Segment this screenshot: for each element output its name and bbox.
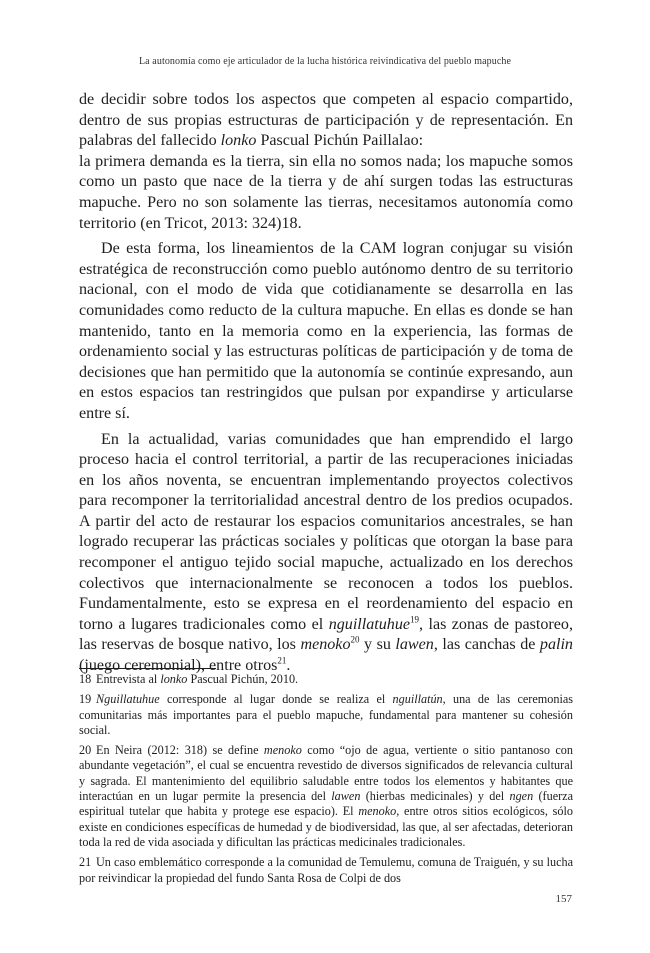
footnote-ref-21[interactable]: 21 bbox=[277, 655, 287, 666]
paragraph-2: De esta forma, los lineamientos de la CAM logran conjugar su visión estratégica de reconstrucción como pueblo autónomo dentro de su territorio nacional, con el modo de vida que cotidianamente se desarrolla en las comunidades como reducto de la cultura mapuche. En ellas es donde se han mantenido, tanto en la memoria como en la experiencia, las formas de ordenamiento social y las estructuras políticas de participación y de toma de decisiones que han permitido que la autonomía se continúe expresando, aun en estos espacios tan restringidos que pulsan por expandirse y articularse entre sí. bbox=[79, 240, 573, 422]
footnote-19: 19 Nguillatuhue corresponde al lugar donde se realiza el nguillatún, una de las ceremonias comunitarias más importantes para el pueblo mapuche, fundamental para mantener su cohesión social. bbox=[79, 692, 573, 737]
main-text bbox=[79, 90, 573, 677]
footnote-18: 18 Entrevista al lonko Pascual Pichún, 2010. bbox=[79, 672, 299, 686]
footnotes bbox=[79, 672, 573, 891]
block-quote: la primera demanda es la tierra, sin ella no somos nada; los mapuche somos como un pasto que nace de la tierra y de ahí surgen todas las estructuras mapuche. Pero no son solamente las tierras, necesitamos autonomía como territorio (en Tricot, 2013: 324)18. bbox=[79, 152, 573, 232]
footnote-ref-19[interactable]: 19 bbox=[410, 614, 420, 625]
paragraph-3: En la actualidad, varias comunidades que han emprendido el largo proceso hacia el control territorial, a partir de las recuperaciones iniciadas en los años noventa, se encuentran implementando proyectos colectivos para recomponer la territorialidad ancestral dentro de los predios ocupados. A partir del acto de restaurar los espacios comunitarios ancestrales, se han logrado recuperar las prácticas sociales y políticas que otorgan la base para recomponer el antiguo tejido social mapuche, actualizado en los derechos colectivos que internacionalmente se reconocen a todos los pueblos. Fundamentalmente, esto se expresa en el reordenamiento del espacio en torno a lugares tradicionales como el nguillatuhue$^{19}$, las zonas de pastoreo, las reservas de bosque nativo, los menoko$^{20}$ y su lawen, las canchas de palin (juego ceremonial), entre otros$^{21}$. bbox=[79, 430, 573, 675]
paragraph-1: de decidir sobre todos los aspectos que competen al espacio compartido, dentro de sus propias estructuras de participación y de representación. En palabras del fallecido lonko Pascual Pichún Paillalao: bbox=[79, 91, 573, 150]
footnote-ref-20[interactable]: 20 bbox=[350, 635, 360, 646]
running-header: La autonomía como eje articulador de la lucha histórica reivindicativa del pueblo mapuche bbox=[138, 56, 512, 67]
footnote-20: 20 En Neira (2012: 318) se define menoko como “ojo de agua, vertiente o sitio pantanoso con abundante vegetación”, el cual se encuentra revestido de diversos significados de relevancia cultural y sagrada. El mantenimiento del equilibrio saludable entre todos los elementos y habitantes que interactúan en un lugar permite la presencia del lawen (hierbas medicinales) y del ngen (fuerza espiritual tutelar que habita y protege ese espacio). El menoko, entre otros sitios ecológicos, sólo existe en condiciones específicas de humedad y de biodiversidad, las que, al ser afectadas, deterioran toda la red de vida asociada y dificultan las prácticas medicinales tradicionales. bbox=[79, 743, 573, 849]
page-number: 157 bbox=[555, 893, 572, 905]
footnote-21: 21 Un caso emblemático corresponde a la comunidad de Temulemu, comuna de Traiguén, y su lucha por reivindicar la propiedad del fundo Santa Rosa de Colpi de dos bbox=[79, 855, 573, 885]
footnote-divider bbox=[79, 668, 216, 669]
